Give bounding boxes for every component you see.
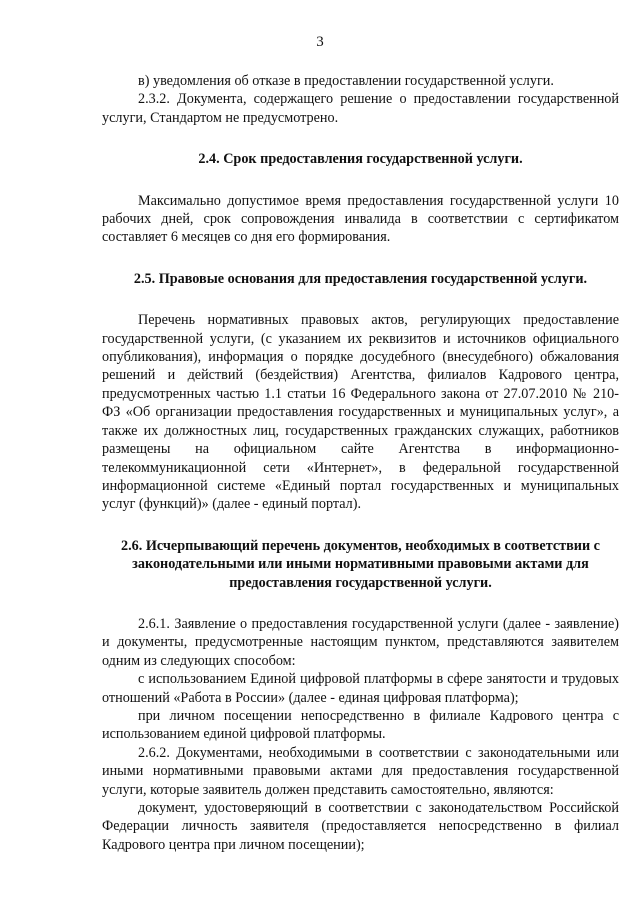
paragraph-2-3-2: 2.3.2. Документа, содержащего решение о предоставлении государственной услуги, Стандартом не предусмотрено.	[102, 91, 619, 126]
heading-2-5: 2.5. Правовые основания для предоставления государственной услуги.	[133, 270, 588, 287]
spacer	[102, 288, 619, 311]
spacer	[102, 127, 619, 150]
paragraph-identity-document: документ, удостоверяющий в соответствии с законодательством Российской Федерации личность заявителя (предоставляется непосредственно в филиал Кадрового центра при личном посещении);	[102, 800, 619, 853]
spacer	[102, 592, 619, 615]
document-body	[102, 72, 619, 854]
paragraph-2-6-1: 2.6.1. Заявление о предоставления государственной услуги (далее - заявление) и документы, предусмотренные настоящим пунктом, представляются заявителем одним из следующих способом:	[102, 615, 619, 669]
spacer	[102, 514, 619, 537]
paragraph-refusal-notice: в) уведомления об отказе в предоставлении государственной услуги.	[138, 73, 554, 89]
paragraph-legal-basis: Перечень нормативных правовых актов, регулирующих предоставление государственной услуги, (с указанием их реквизитов и источников официального опубликования), информация о порядке досудебного (внесудебного) обжалования решений и действий (бездействия) Агентства, филиалов Кадрового центра, предусмотренных частью 1.1 статьи 16 Федерального закона от 27.07.2010 № 210-ФЗ «Об организации предоставления государственных и муниципальных услуг», а также их должностных лиц, государственных гражданских служащих, работников размещены на официальном сайте Агентства в информационно-телекоммуникационной сети «Интернет», в федеральной государственной информационной системе «Единый портал государственных и муниципальных услуг (функций)» (далее - единый портал).	[102, 312, 619, 513]
heading-2-6: 2.6. Исчерпывающий перечень документов, необходимых в соответствии с законодательными или иными нормативными правовыми актами для предоставления государственной услуги.	[121, 537, 600, 591]
paragraph-personal-visit: при личном посещении непосредственно в филиале Кадрового центра с использованием единой цифровой платформы.	[102, 707, 619, 743]
paragraph-service-time: Максимально допустимое время предоставления государственной услуги 10 рабочих дней, срок сопровождения инвалида в соответствии с сертификатом составляет 6 месяцев со дня его формирования.	[102, 192, 619, 246]
paragraph-digital-platform: с использованием Единой цифровой платформы в сфере занятости и трудовых отношений «Работа в России» (далее - единая цифровая платформа);	[102, 671, 619, 706]
spacer	[102, 169, 619, 192]
spacer	[102, 247, 619, 270]
heading-2-4: 2.4. Срок предоставления государственной услуги.	[198, 151, 523, 168]
paragraph-2-6-2: 2.6.2. Документами, необходимыми в соответствии с законодательными или иными нормативными правовыми актами для предоставления государственной услуги, которые заявитель должен представить самостоятельно, являются:	[102, 744, 619, 798]
page-number: 3	[316, 34, 324, 50]
